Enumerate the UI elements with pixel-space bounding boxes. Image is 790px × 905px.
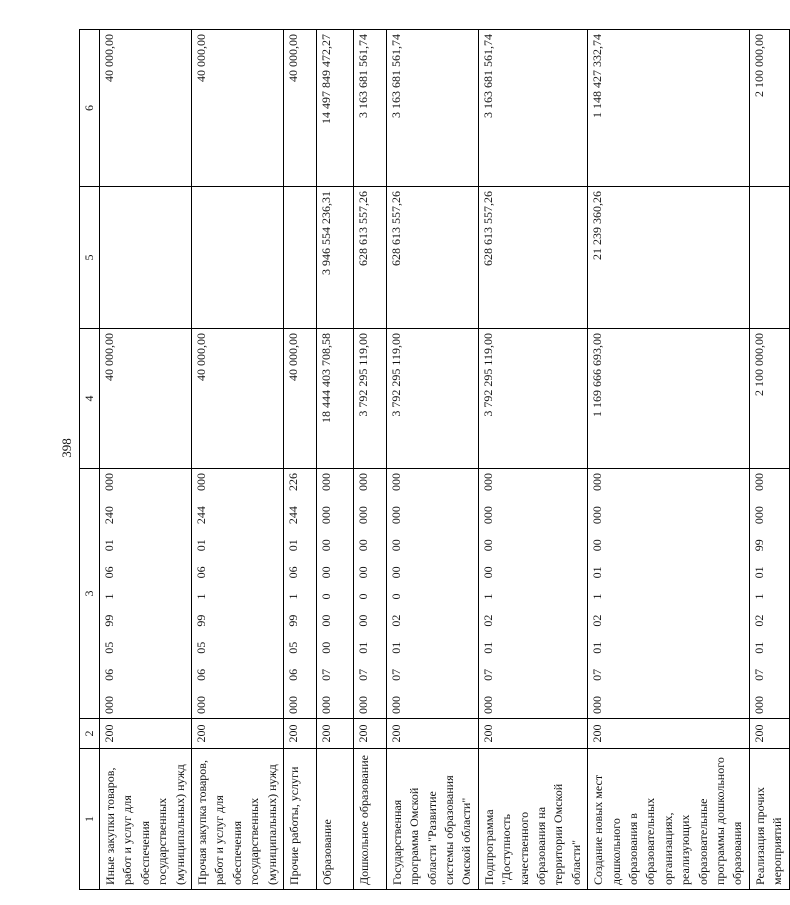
- code-segments: [590, 473, 605, 714]
- code-segment: 99: [751, 539, 766, 552]
- code-segment: 000: [318, 473, 333, 491]
- code-segment: 1: [480, 593, 495, 600]
- row-name: Прочие работы, услуги: [283, 749, 316, 890]
- row-col6: 3 163 681 561,74: [353, 30, 386, 187]
- code-segment: 00: [355, 539, 370, 552]
- code-segment: 01: [751, 566, 766, 579]
- code-segment: 01: [751, 641, 766, 654]
- code-segment: 1: [193, 593, 208, 600]
- code-segments: [286, 473, 301, 714]
- row-col6: 3 163 681 561,74: [386, 30, 478, 187]
- code-segment: 07: [480, 668, 495, 681]
- code-segment: 02: [480, 614, 495, 627]
- table-row: [353, 30, 386, 890]
- row-name: Государственная программа Омской области "Развитие системы образования Омской области": [386, 749, 478, 890]
- code-segment: 000: [102, 473, 116, 491]
- row-col2: 200: [100, 719, 192, 749]
- code-segment: 05: [285, 641, 300, 654]
- row-code: [316, 469, 353, 719]
- col-header-1: 1: [80, 749, 100, 890]
- row-col4: 3 792 295 119,00: [386, 329, 478, 469]
- code-segment: 000: [590, 473, 605, 491]
- row-code: [100, 469, 192, 719]
- table-row: [749, 30, 789, 890]
- code-segments: [319, 473, 334, 714]
- row-col4: 40 000,00: [100, 329, 192, 469]
- row-name: Прочая закупка товаров, работ и услуг для обеспечения государственных (муниципальных) нужд: [191, 749, 283, 890]
- code-segment: 01: [388, 641, 403, 654]
- row-col6: 1 148 427 332,74: [588, 30, 750, 187]
- table-row: [191, 30, 283, 890]
- code-segments: [481, 473, 496, 714]
- code-segment: 240: [102, 506, 116, 525]
- code-segment: 000: [193, 696, 208, 714]
- col-header-4: 4: [80, 329, 100, 469]
- row-col2: 200: [386, 719, 478, 749]
- code-segment: 000: [388, 506, 403, 525]
- row-col5: [100, 187, 192, 329]
- code-segment: 000: [388, 696, 403, 714]
- code-segment: 06: [193, 566, 208, 579]
- code-segment: 99: [285, 614, 300, 627]
- code-segments: [194, 473, 209, 714]
- code-segment: 01: [193, 539, 208, 552]
- code-segments: [389, 473, 404, 714]
- col-header-2: 2: [80, 719, 100, 749]
- code-segment: 06: [193, 668, 208, 681]
- budget-table: [79, 29, 790, 890]
- row-col5: [749, 187, 789, 329]
- row-code: [191, 469, 283, 719]
- table-row: [316, 30, 353, 890]
- code-segment: 01: [102, 539, 116, 552]
- code-segment: 1: [102, 593, 116, 600]
- code-segment: 000: [751, 506, 766, 525]
- row-name: Образование: [316, 749, 353, 890]
- code-segment: 06: [102, 566, 116, 579]
- code-segment: 0: [388, 593, 403, 600]
- code-segment: 01: [590, 566, 605, 579]
- code-segment: 000: [318, 696, 333, 714]
- code-segment: 07: [318, 668, 333, 681]
- row-col5: 628 613 557,26: [353, 187, 386, 329]
- code-segment: 0: [318, 593, 333, 600]
- row-name: Дошкольное образование: [353, 749, 386, 890]
- code-segments: [356, 473, 371, 714]
- code-segment: 000: [590, 696, 605, 714]
- row-col2: 200: [316, 719, 353, 749]
- code-segment: 000: [102, 696, 116, 714]
- code-segment: 000: [480, 696, 495, 714]
- code-segment: 00: [318, 566, 333, 579]
- row-col5: 21 239 360,26: [588, 187, 750, 329]
- code-segment: 07: [590, 668, 605, 681]
- code-segment: 000: [355, 696, 370, 714]
- code-segment: 06: [285, 566, 300, 579]
- code-segment: 01: [285, 539, 300, 552]
- row-code: [478, 469, 587, 719]
- row-col6: 40 000,00: [283, 30, 316, 187]
- row-col4: 3 792 295 119,00: [478, 329, 587, 469]
- code-segment: 02: [388, 614, 403, 627]
- row-col2: 200: [191, 719, 283, 749]
- table-body: [100, 30, 790, 890]
- code-segment: 000: [355, 473, 370, 491]
- code-segment: 01: [355, 641, 370, 654]
- row-code: [588, 469, 750, 719]
- budget-table-wrapper: [79, 30, 785, 890]
- code-segment: 00: [355, 566, 370, 579]
- row-code: [386, 469, 478, 719]
- code-segment: 00: [355, 614, 370, 627]
- row-col2: 200: [588, 719, 750, 749]
- table-row: [283, 30, 316, 890]
- col-header-3: 3: [80, 469, 100, 719]
- col-header-5: 5: [80, 187, 100, 329]
- code-segment: 00: [318, 539, 333, 552]
- code-segments: [752, 473, 767, 714]
- row-col5: 628 613 557,26: [478, 187, 587, 329]
- row-col4: 2 100 000,00: [749, 329, 789, 469]
- row-name: Иные закупки товаров, работ и услуг для обеспечения государственных (муниципальных) нужд: [100, 749, 192, 890]
- code-segment: 000: [193, 473, 208, 491]
- code-segment: 07: [388, 668, 403, 681]
- row-code: [353, 469, 386, 719]
- row-name: Подпрограмма "Доступность качественного образования на территории Омской области": [478, 749, 587, 890]
- row-col4: 3 792 295 119,00: [353, 329, 386, 469]
- row-col6: 40 000,00: [100, 30, 192, 187]
- row-col2: 200: [478, 719, 587, 749]
- code-segment: 244: [193, 506, 208, 525]
- code-segment: 000: [388, 473, 403, 491]
- row-col2: 200: [749, 719, 789, 749]
- code-segment: 01: [590, 641, 605, 654]
- header-row: [80, 30, 100, 890]
- code-segment: 01: [480, 641, 495, 654]
- table-row: [588, 30, 750, 890]
- row-col4: 1 169 666 693,00: [588, 329, 750, 469]
- row-col6: 14 497 849 472,27: [316, 30, 353, 187]
- row-col5: 3 946 554 236,31: [316, 187, 353, 329]
- row-name: Создание новых мест дошкольного образования в образовательных организациях, реализующих образовательные программы дошкольного образования: [588, 749, 750, 890]
- code-segment: 000: [355, 506, 370, 525]
- code-segment: 00: [590, 539, 605, 552]
- code-segment: 99: [102, 614, 116, 627]
- code-segment: 1: [285, 593, 300, 600]
- code-segment: 00: [480, 539, 495, 552]
- code-segment: 02: [590, 614, 605, 627]
- table-row: [478, 30, 587, 890]
- code-segment: 07: [355, 668, 370, 681]
- code-segment: 244: [285, 506, 300, 525]
- code-segment: 0: [355, 593, 370, 600]
- code-segment: 99: [193, 614, 208, 627]
- row-col6: 2 100 000,00: [749, 30, 789, 187]
- code-segment: 000: [318, 506, 333, 525]
- code-segment: 02: [751, 614, 766, 627]
- row-col4: 40 000,00: [191, 329, 283, 469]
- row-col5: [283, 187, 316, 329]
- row-col5: 628 613 557,26: [386, 187, 478, 329]
- code-segment: 1: [590, 593, 605, 600]
- code-segment: 00: [388, 566, 403, 579]
- row-name: Реализация прочих мероприятий: [749, 749, 789, 890]
- col-header-6: 6: [80, 30, 100, 187]
- page-number: 398: [59, 438, 74, 458]
- row-code: [283, 469, 316, 719]
- code-segment: 000: [590, 506, 605, 525]
- code-segment: 000: [751, 473, 766, 491]
- code-segment: 05: [102, 641, 116, 654]
- code-segment: 06: [102, 668, 116, 681]
- code-segment: 00: [318, 641, 333, 654]
- code-segment: 05: [193, 641, 208, 654]
- row-col6: 3 163 681 561,74: [478, 30, 587, 187]
- code-segment: 1: [751, 593, 766, 600]
- row-col5: [191, 187, 283, 329]
- code-segment: 06: [285, 668, 300, 681]
- code-segment: 000: [751, 696, 766, 714]
- code-segment: 226: [285, 473, 300, 491]
- row-col2: 200: [283, 719, 316, 749]
- code-segment: 00: [318, 614, 333, 627]
- code-segment: 000: [480, 506, 495, 525]
- row-col6: 40 000,00: [191, 30, 283, 187]
- code-segment: 000: [480, 473, 495, 491]
- code-segment: 00: [388, 539, 403, 552]
- row-code: [749, 469, 789, 719]
- table-row: [386, 30, 478, 890]
- row-col2: 200: [353, 719, 386, 749]
- code-segment: 000: [285, 696, 300, 714]
- table-row: [100, 30, 192, 890]
- code-segment: 00: [480, 566, 495, 579]
- row-col4: 18 444 403 708,58: [316, 329, 353, 469]
- code-segment: 07: [751, 668, 766, 681]
- code-segments: [102, 473, 117, 714]
- row-col4: 40 000,00: [283, 329, 316, 469]
